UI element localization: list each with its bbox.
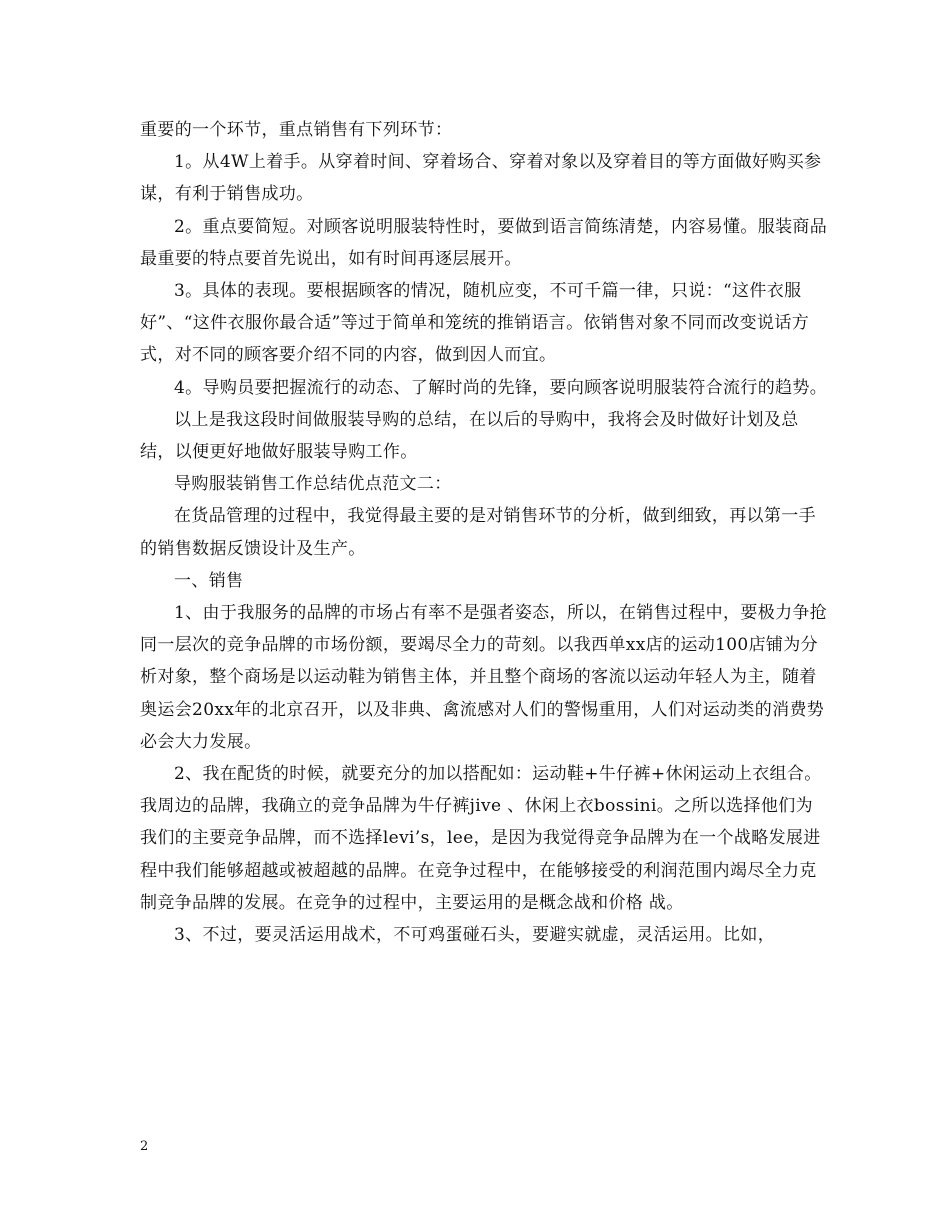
paragraph-6: 以上是我这段时间做服装导购的总结，在以后的导购中，我将会及时做好计划及总结，以便更好地做好服装导购工作。: [140, 409, 799, 463]
page-number: 2: [140, 1139, 149, 1154]
paragraph-8: 在货品管理的过程中，我觉得最主要的是对销售环节的分析，做到细致，再以第一手的销售数据反馈设计及生产。: [140, 506, 816, 559]
section-heading-sales: 一、销售: [174, 570, 244, 591]
section-title-example-two: 导购服装销售工作总结优点范文二：: [174, 474, 452, 495]
paragraph-11: 2、我在配货的时候，就要充分的加以搭配如：运动鞋+牛仔裤+休闲运动上衣组合。我周边的品牌，我确立的竞争品牌为牛仔裤jive 、休闲上衣bossini。之所以选择他们为我们的主要竞争品牌，而不选择levi’s，lee，是因为我觉得竞争品牌为在一个战略发展进程中我们能够超越或被超越的品牌。在竞争过程中，在能够接受的利润范围内竭尽全力克制竞争品牌的发展。在竞争的过程中，主要运用的是概念战和价格 战。: [140, 764, 822, 913]
paragraph-4: 3。具体的表现。要根据顾客的情况，随机应变，不可千篇一律，只说：“这件衣服好”、“这件衣服你最合适”等过于简单和笼统的推销语言。依销售对象不同而改变说话方式，对不同的顾客要介绍不同的内容，做到因人而宜。: [140, 281, 810, 366]
paragraph-12: 3、不过，要灵活运用战术，不可鸡蛋碰石头，要避实就虚，灵活运用。比如，: [174, 925, 776, 946]
paragraph-3: 2。重点要简短。对顾客说明服装特性时，要做到语言简练清楚，内容易懂。服装商品最重要的特点要首先说出，如有时间再逐层展开。: [140, 216, 828, 269]
paragraph-5: 4。导购员要把握流行的动态、了解时尚的先锋，要向顾客说明服装符合流行的趋势。: [174, 377, 828, 398]
paragraph-1: 重要的一个环节，重点销售有下列环节：: [140, 120, 453, 140]
paragraph-10: 1、由于我服务的品牌的市场占有率不是强者姿态，所以，在销售过程中，要极力争抢同一层次的竞争品牌的市场份额，要竭尽全力的苛刻。以我西单xx店的运动100店铺为分析对象，整个商场是以运动鞋为销售主体，并且整个商场的客流以运动年轻人为主，随着奥运会20xx年的北京召开，以及非典、禽流感对人们的警惕重用，人们对运动类的消费势必会大力发展。: [140, 603, 828, 752]
paragraph-2: 1。从4W上着手。从穿着时间、穿着场合、穿着对象以及穿着目的等方面做好购买参谋，有利于销售成功。: [140, 152, 822, 205]
document-body: [140, 114, 830, 951]
